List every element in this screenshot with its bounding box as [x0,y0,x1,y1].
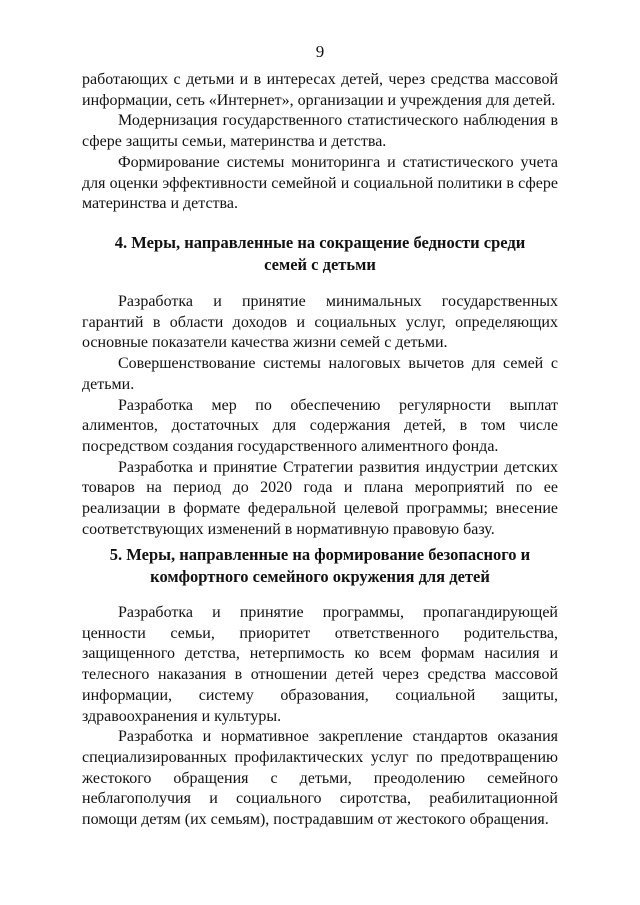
section-5-title: 5. Меры, направленные на формирование безопасного и комфортного семейного окружения для детей [109,545,531,586]
intro-block [82,70,558,215]
section-5-heading-block [82,544,558,588]
section-4-paragraph: Разработка и принятие Стратегии развития индустрии детских товаров на период до 2020 года и плана мероприятий по ее реализации в формате федеральной целевой программы; внесение соответствующих изменений в нормативную правовую базу. [82,458,558,538]
section-5-body [82,603,558,831]
intro-paragraph: работающих с детьми и в интересах детей, через средства массовой информации, сеть «Интернет», организации и учреждения для детей. [82,71,558,109]
section-4-paragraph: Совершенствование системы налоговых вычетов для семей с детьми. [82,355,558,393]
page-number: 9 [315,42,325,61]
section-5-paragraph: Разработка и нормативное закрепление стандартов оказания специализированных профилактических услуг по предотвращению жестокого обращения с детьми, преодолению семейного неблагополучия и социального сиротства, реабилитационной помощи детям (их семьям), пострадавшим от жестокого обращения. [82,728,558,829]
section-4-body [82,292,558,540]
section-5-paragraph: Разработка и принятие программы, пропагандирующей ценности семьи, приоритет ответственного родительства, защищенного детства, нетерпимость ко всем формам насилия и телесного наказания в отношении детей через средства массовой информации, систему образования, социальной защиты, здравоохранения и культуры. [82,604,558,725]
section-4-paragraph: Разработка и принятие минимальных государственных гарантий в области доходов и социальных услуг, определяющих основные показатели качества жизни семей с детьми. [82,293,558,352]
intro-paragraph: Формирование системы мониторинга и статистического учета для оценки эффективности семейной и социальной политики в сфере материнства и детства. [82,153,558,213]
intro-paragraph: Модернизация государственного статистического наблюдения в сфере защиты семьи, материнства и детства. [82,112,558,151]
section-4-heading-block [82,232,558,276]
section-4-paragraph: Разработка мер по обеспечению регулярности выплат алиментов, достаточных для содержания детей, в том числе посредством создания государственного алиментного фонда. [82,396,558,455]
section-4-title: 4. Меры, направленные на сокращение бедности среди семей с детьми [114,233,526,274]
